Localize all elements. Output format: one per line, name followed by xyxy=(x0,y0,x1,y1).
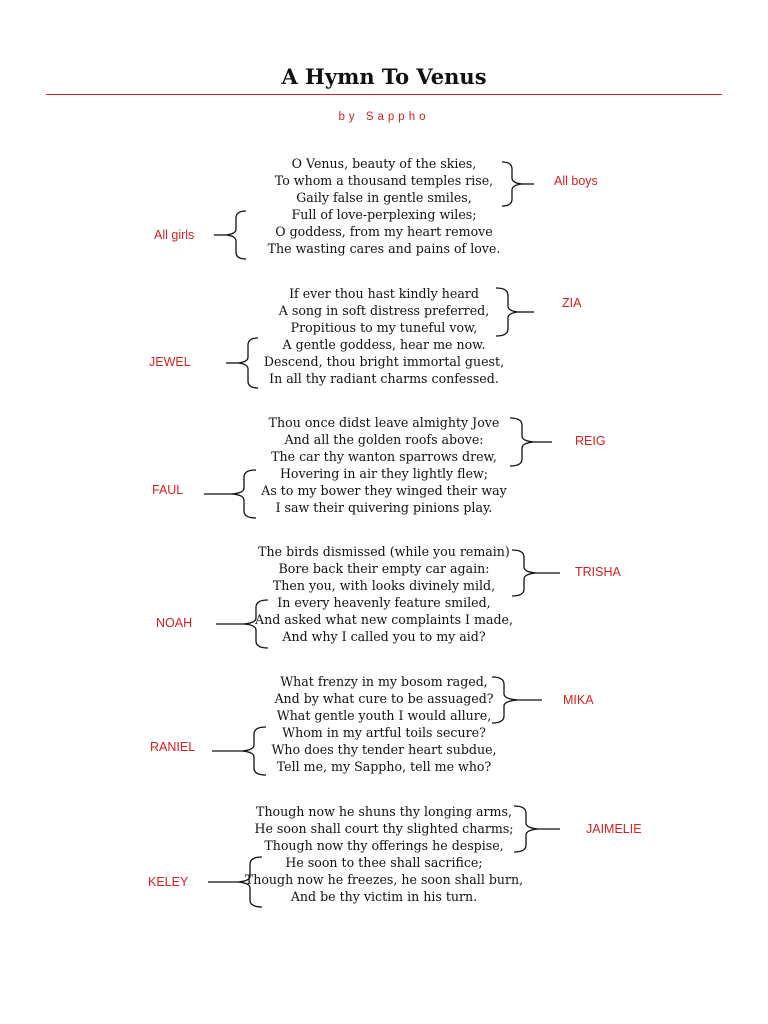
right-speaker-label: ZIA xyxy=(562,296,582,310)
poem-line: And all the golden roofs above: xyxy=(284,432,484,447)
right-brace xyxy=(500,161,536,207)
right-brace xyxy=(494,287,538,337)
poem-byline: by Sappho xyxy=(338,111,430,123)
poem-line: Whom in my artful toils secure? xyxy=(282,725,486,740)
poem-line: What frenzy in my bosom raged, xyxy=(280,674,488,689)
poem-line: To whom a thousand temples rise, xyxy=(274,173,494,188)
left-brace xyxy=(212,599,270,649)
poem-line: If ever thou hast kindly heard xyxy=(289,286,479,301)
poem-line: Descend, thou bright immortal guest, xyxy=(263,354,505,369)
right-brace xyxy=(508,417,554,467)
poem-line: Full of love-perplexing wiles; xyxy=(291,207,477,222)
right-speaker-label: All boys xyxy=(554,174,598,188)
right-speaker-label: TRISHA xyxy=(575,565,621,579)
poem-line: O goddess, from my heart remove xyxy=(275,224,493,239)
right-speaker-label: REIG xyxy=(575,434,606,448)
poem-line: In every heavenly feature smiled, xyxy=(277,595,491,610)
left-brace xyxy=(212,210,248,260)
poem-title: A Hymn To Venus xyxy=(281,64,487,89)
left-brace xyxy=(200,469,260,519)
right-brace xyxy=(490,676,546,724)
poem-line: Though now he shuns thy longing arms, xyxy=(256,804,512,819)
left-speaker-label: RANIEL xyxy=(150,740,196,754)
poem-line: The birds dismissed (while you remain) xyxy=(258,544,510,559)
right-brace xyxy=(510,549,562,597)
poem-line: A song in soft distress preferred, xyxy=(278,303,490,318)
poem-line: Then you, with looks divinely mild, xyxy=(272,578,496,593)
poem-line: In all thy radiant charms confessed. xyxy=(269,371,499,386)
poem-line: And by what cure to be assuaged? xyxy=(274,691,494,706)
poem-line: The wasting cares and pains of love. xyxy=(267,241,501,256)
poem-line: What gentle youth I would allure, xyxy=(276,708,492,723)
left-brace xyxy=(208,726,270,776)
poem-line: He soon to thee shall sacrifice; xyxy=(285,855,483,870)
title-divider xyxy=(46,94,722,95)
left-speaker-label: NOAH xyxy=(156,616,193,630)
poem-line: Tell me, my Sappho, tell me who? xyxy=(276,759,492,774)
left-speaker-label: JEWEL xyxy=(149,355,191,369)
poem-line: Though now he freezes, he soon shall burn, xyxy=(244,872,524,887)
right-brace xyxy=(512,805,564,853)
poem-line: Though now thy offerings he despise, xyxy=(264,838,504,853)
poem-line: Who does thy tender heart subdue, xyxy=(271,742,497,757)
poem-line: Propitious to my tuneful vow, xyxy=(290,320,478,335)
poem-line: As to my bower they winged their way xyxy=(261,483,507,498)
poem-line: The car thy wanton sparrows drew, xyxy=(271,449,497,464)
poem-line: Gaily false in gentle smiles, xyxy=(296,190,472,205)
poem-line: O Venus, beauty of the skies, xyxy=(291,156,477,171)
left-speaker-label: All girls xyxy=(154,228,195,242)
poem-line: I saw their quivering pinions play. xyxy=(275,500,493,515)
poem-line: And asked what new complaints I made, xyxy=(255,612,513,627)
right-speaker-label: MIKA xyxy=(563,693,594,707)
poem-line: He soon shall court thy slighted charms; xyxy=(254,821,514,836)
poem-line: Bore back their empty car again: xyxy=(278,561,490,576)
left-brace xyxy=(204,856,266,908)
poem-line: And be thy victim in his turn. xyxy=(290,889,478,904)
left-speaker-label: FAUL xyxy=(152,483,184,497)
poem-line: A gentle goddess, hear me now. xyxy=(282,337,486,352)
poem-line: Hovering in air they lightly flew; xyxy=(279,466,489,481)
right-speaker-label: JAIMELIE xyxy=(586,822,642,836)
poem-line: And why I called you to my aid? xyxy=(282,629,486,644)
poem-line: Thou once didst leave almighty Jove xyxy=(268,415,500,430)
left-brace xyxy=(224,337,260,389)
left-speaker-label: KELEY xyxy=(148,875,189,889)
